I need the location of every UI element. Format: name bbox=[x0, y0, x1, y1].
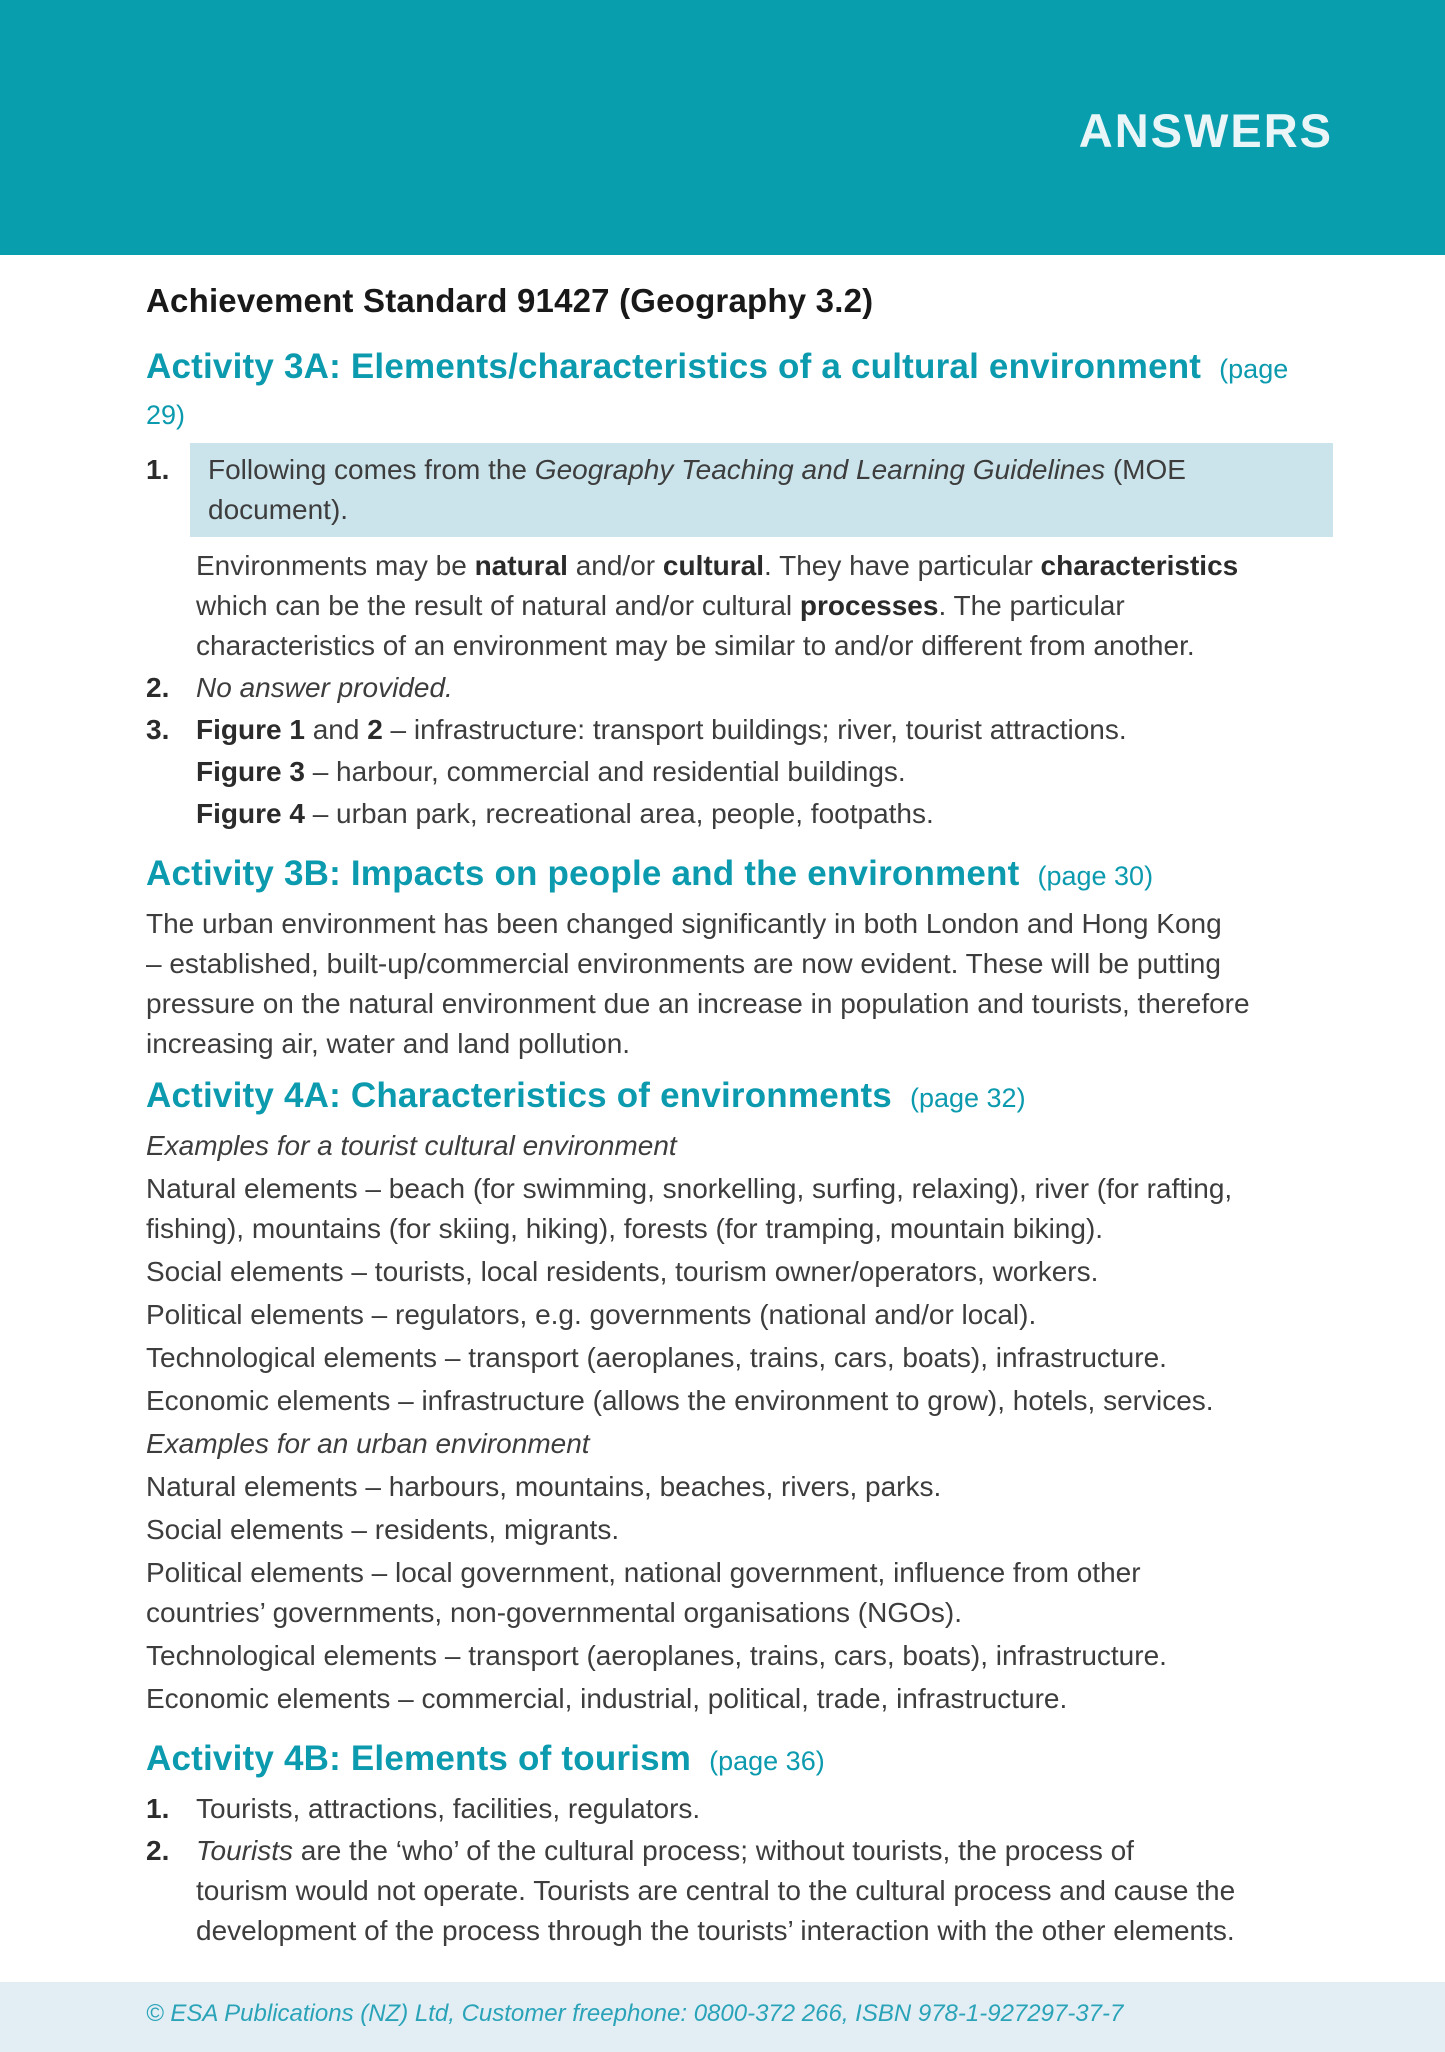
paragraph bbox=[146, 1338, 1333, 1378]
page-ref: (page 30) bbox=[1037, 861, 1154, 891]
text-segment: No answer provided. bbox=[196, 672, 453, 703]
text-segment: are the ‘who’ of the cultural process; without tourists, the process of bbox=[293, 1835, 1134, 1866]
text-segment: – urban park, recreational area, people, footpaths. bbox=[304, 798, 934, 829]
text-segment: Political elements – local government, national government, influence from other bbox=[146, 1557, 1141, 1588]
text-segment: Figure 4 bbox=[196, 798, 305, 829]
paragraph bbox=[146, 1169, 1333, 1249]
text-segment: characteristics of an environment may be similar to and/or different from another. bbox=[196, 630, 1195, 661]
text-segment: . The particular bbox=[938, 590, 1125, 621]
text-segment: and/or bbox=[567, 550, 663, 581]
header-band bbox=[0, 0, 1445, 255]
list-item bbox=[146, 1789, 1333, 1829]
paragraph bbox=[146, 1126, 1333, 1166]
text-segment: fishing), mountains (for skiing, hiking), forests (for tramping, mountain biking). bbox=[146, 1213, 1104, 1244]
activity-section bbox=[146, 1074, 1333, 1719]
paragraph bbox=[146, 1381, 1333, 1421]
text-segment: characteristics bbox=[1040, 550, 1239, 581]
text-segment: cultural bbox=[662, 550, 765, 581]
item-number: 1. bbox=[146, 454, 170, 485]
paragraph bbox=[146, 904, 1333, 1064]
text-segment: Figure 1 bbox=[196, 714, 305, 745]
text-segment: Economic elements – commercial, industrial, political, trade, infrastructure. bbox=[146, 1683, 1068, 1714]
text-segment: 2 bbox=[367, 714, 383, 745]
item-body bbox=[196, 546, 1333, 666]
text-segment: tourism would not operate. Tourists are central to the cultural process and cause the bbox=[196, 1875, 1236, 1906]
footer-text: © ESA Publications (NZ) Ltd, Customer freephone: 0800-372 266, ISBN 978-1-927297-37-7 bbox=[146, 2000, 1124, 2027]
text-segment: – harbour, commercial and residential buildings. bbox=[304, 756, 906, 787]
content-area bbox=[146, 281, 1333, 1953]
text-segment: Following comes from the bbox=[208, 454, 535, 485]
item-body bbox=[196, 668, 1333, 708]
text-segment: Figure 3 bbox=[196, 756, 305, 787]
activity-title-text: Activity 4B: Elements of tourism bbox=[146, 1739, 692, 1778]
page-ref: (page 29) bbox=[146, 354, 1289, 430]
paragraph bbox=[146, 1252, 1333, 1292]
text-segment: Social elements – residents, migrants. bbox=[146, 1514, 620, 1545]
paragraph bbox=[146, 1295, 1333, 1335]
activity-title-text: Activity 4A: Characteristics of environments bbox=[146, 1076, 892, 1115]
item-body bbox=[196, 1831, 1333, 1951]
list-item bbox=[146, 443, 1333, 537]
text-segment: Social elements – tourists, local residents, tourism owner/operators, workers. bbox=[146, 1256, 1099, 1287]
text-segment: . They have particular bbox=[764, 550, 1041, 581]
page-header-title: ANSWERS bbox=[1078, 104, 1333, 157]
item-number: 2. bbox=[146, 1835, 170, 1866]
text-segment: processes bbox=[799, 590, 939, 621]
item-body bbox=[190, 443, 1333, 537]
text-segment: Natural elements – beach (for swimming, snorkelling, surfing, relaxing), river (for rafting, bbox=[146, 1173, 1233, 1204]
text-segment: and bbox=[304, 714, 368, 745]
text-segment: – infrastructure: transport buildings; river, tourist attractions. bbox=[382, 714, 1127, 745]
page-ref: (page 36) bbox=[709, 1746, 825, 1776]
text-segment: (MOE bbox=[1105, 454, 1186, 485]
list-item bbox=[146, 1831, 1333, 1951]
list-item bbox=[146, 794, 1333, 834]
standard-heading: Achievement Standard 91427 (Geography 3.2) bbox=[146, 282, 874, 319]
item-body bbox=[196, 710, 1333, 750]
sections-container bbox=[146, 345, 1333, 1951]
text-segment: Natural elements – harbours, mountains, beaches, rivers, parks. bbox=[146, 1471, 942, 1502]
activity-title bbox=[146, 1074, 1333, 1120]
activity-section bbox=[146, 1737, 1333, 1951]
text-segment: Examples for an urban environment bbox=[146, 1428, 590, 1459]
text-segment: The urban environment has been changed significantly in both London and Hong Kong bbox=[146, 908, 1222, 939]
text-segment: Economic elements – infrastructure (allows the environment to grow), hotels, services. bbox=[146, 1385, 1214, 1416]
text-segment: Technological elements – transport (aeroplanes, trains, cars, boats), infrastructure. bbox=[146, 1640, 1167, 1671]
text-segment: natural bbox=[474, 550, 568, 581]
activity-title bbox=[146, 852, 1333, 898]
footer-band bbox=[0, 1982, 1445, 2052]
paragraph bbox=[146, 1553, 1333, 1633]
text-segment: Tourists bbox=[196, 1835, 294, 1866]
text-segment: Examples for a tourist cultural environment bbox=[146, 1130, 677, 1161]
item-body bbox=[196, 752, 1333, 792]
text-segment: increasing air, water and land pollution. bbox=[146, 1028, 631, 1059]
text-segment: – established, built-up/commercial environments are now evident. These will be putting bbox=[146, 948, 1221, 979]
item-number: 1. bbox=[146, 1793, 170, 1824]
text-segment: Environments may be bbox=[196, 550, 475, 581]
item-number: 2. bbox=[146, 672, 170, 703]
text-segment: which can be the result of natural and/or cultural bbox=[196, 590, 800, 621]
paragraph bbox=[146, 1679, 1333, 1719]
paragraph bbox=[146, 1636, 1333, 1676]
activity-title bbox=[146, 1737, 1333, 1783]
activity-section bbox=[146, 852, 1333, 1064]
text-segment: document). bbox=[208, 494, 349, 525]
text-segment: Political elements – regulators, e.g. governments (national and/or local). bbox=[146, 1299, 1037, 1330]
item-body bbox=[196, 794, 1333, 834]
list-item bbox=[146, 752, 1333, 792]
text-segment: development of the process through the tourists’ interaction with the other elements. bbox=[196, 1915, 1235, 1946]
text-segment: Tourists, attractions, facilities, regulators. bbox=[196, 1793, 701, 1824]
paragraph bbox=[146, 1424, 1333, 1464]
activity-title-text: Activity 3A: Elements/characteristics of a cultural environment bbox=[146, 347, 1202, 386]
activity-title bbox=[146, 345, 1333, 437]
text-segment: Technological elements – transport (aeroplanes, trains, cars, boats), infrastructure. bbox=[146, 1342, 1167, 1373]
activity-section bbox=[146, 345, 1333, 834]
activity-title-text: Activity 3B: Impacts on people and the environment bbox=[146, 854, 1020, 893]
text-segment: Geography Teaching and Learning Guidelines bbox=[534, 454, 1106, 485]
list-item bbox=[146, 710, 1333, 750]
paragraph bbox=[146, 1510, 1333, 1550]
paragraph bbox=[146, 1467, 1333, 1507]
list-item bbox=[146, 668, 1333, 708]
item-number: 3. bbox=[146, 714, 170, 745]
text-segment: pressure on the natural environment due an increase in population and tourists, therefore bbox=[146, 988, 1250, 1019]
page-ref: (page 32) bbox=[909, 1083, 1026, 1113]
list-item bbox=[146, 546, 1333, 666]
text-segment: countries’ governments, non-governmental organisations (NGOs). bbox=[146, 1597, 963, 1628]
item-body bbox=[196, 1789, 1333, 1829]
